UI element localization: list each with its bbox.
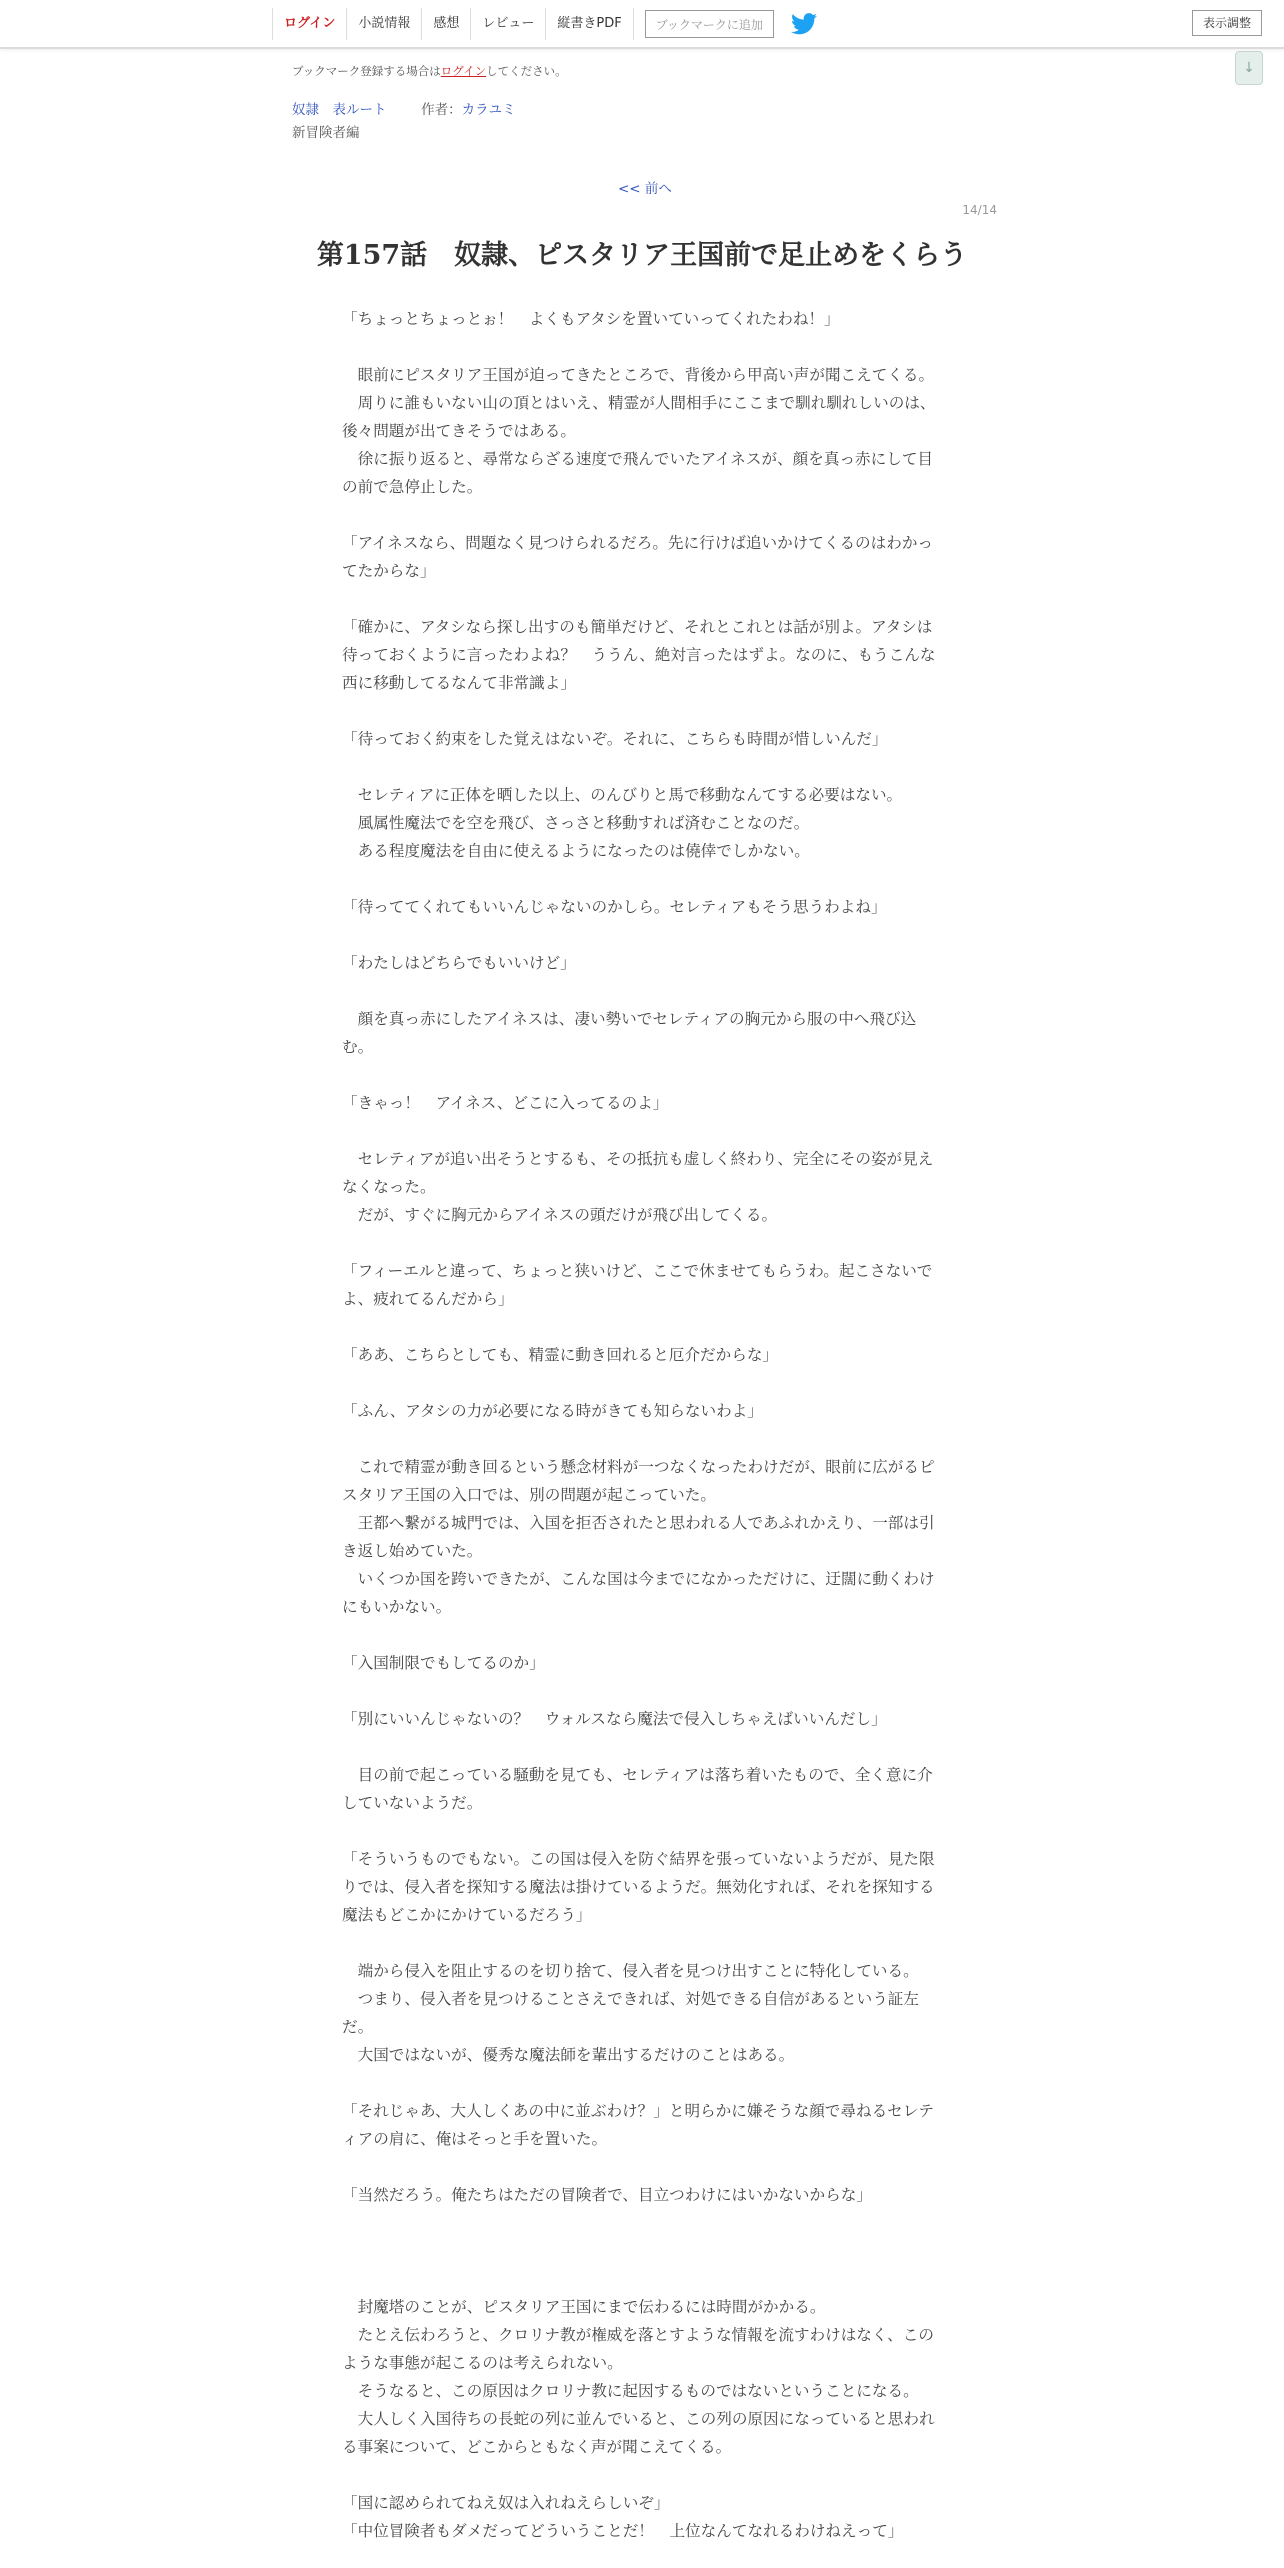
blank-line [342,1369,942,1397]
notice-text-after: してください。 [486,64,567,78]
blank-line [342,753,942,781]
notice-text-before: ブックマーク登録する場合は [292,64,441,78]
nav-login[interactable]: ログイン [273,8,347,40]
author-link[interactable]: カラユミ [461,102,516,118]
blank-line [342,921,942,949]
blank-line [342,2069,942,2097]
body-paragraph: いくつか国を跨いできたが、こんな国は今までになかっただけに、迂闊に動くわけにもいかない。 [342,1570,935,1616]
body-paragraph: 「それじゃあ、大人しくあの中に並ぶわけ？」と明らかに嫌そうな顔で尋ねるセレティアの肩に、俺はそっと手を置いた。 [342,2102,934,2148]
bookmark-login-notice [292,63,567,79]
author-label: 作者： [421,102,462,118]
body-paragraph: 「入国制限でもしてるのか」 [342,1654,545,1672]
body-paragraph: 端から侵入を阻止するのを切り捨て、侵入者を見つけ出すことに特化している。 [342,1962,919,1980]
body-paragraph: 周りに誰もいない山の頂とはいえ、精霊が人間相手にここまで馴れ馴れしいのは、後々問題が出てきそうではある。 [342,394,936,440]
notice-login-link[interactable]: ログイン [440,64,487,78]
blank-line [342,2209,942,2237]
blank-line [342,1817,942,1845]
nav-review[interactable]: レビュー [471,8,546,40]
blank-line [342,977,942,1005]
body-paragraph: セレティアに正体を晒した以上、のんびりと馬で移動なんてする必要はない。 [342,786,903,804]
blank-line [342,1929,942,1957]
body-paragraph: 顔を真っ赤にしたアイネスは、凄い勢いでセレティアの胸元から服の中へ飛び込む。 [342,1010,917,1056]
body-paragraph: つまり、侵入者を見つけることさえできれば、対処できる自信があるという証左だ。 [342,1990,919,2036]
page-count: 14/14 [962,203,997,217]
blank-line [342,697,942,725]
body-paragraph: 「ちょっとちょっとぉ！ よくもアタシを置いていってくれたわね！」 [342,310,840,328]
blank-line [342,1061,942,1089]
body-paragraph: たとえ伝わろうと、クロリナ教が権威を落とすような情報を流すわけはなく、このような事態が起こるのは考えられない。 [342,2326,934,2372]
header-nav [272,8,818,40]
body-paragraph: ある程度魔法を自由に使えるようになったのは僥倖でしかない。 [342,842,810,860]
body-paragraph: 「別にいいんじゃないの？ ウォルスなら魔法で侵入しちゃえばいいんだし」 [342,1710,887,1728]
blank-line [342,2461,942,2489]
blank-line [342,1313,942,1341]
prev-chapter-link[interactable]: << 前へ [618,181,672,197]
chapter-body [342,305,942,2545]
body-paragraph: 王都へ繋がる城門では、入国を拒否されたと思われる人であふれかえり、一部は引き返し始めていた。 [342,1514,935,1560]
blank-line [342,1621,942,1649]
body-paragraph: 「ああ、こちらとしても、精霊に動き回れると厄介だからな」 [342,1346,779,1364]
blank-line [342,1117,942,1145]
nav-novel-info[interactable]: 小説情報 [347,8,422,40]
blank-line [342,2153,942,2181]
body-paragraph: 大人しく入国待ちの長蛇の列に並んでいると、この列の原因になっていると思われる事案について、どこからともなく声が聞こえてくる。 [342,2410,935,2456]
body-paragraph: そうなると、この原因はクロリナ教に起因するものではないということになる。 [342,2382,919,2400]
display-settings-button[interactable]: 表示調整 [1192,10,1262,36]
body-paragraph: これで精霊が動き回るという懸念材料が一つなくなったわけだが、眼前に広がるピスタリア王国の入口では、別の問題が起こっていた。 [342,1458,935,1504]
body-paragraph: 大国ではないが、優秀な魔法師を輩出するだけのことはある。 [342,2046,795,2064]
nav-impressions[interactable]: 感想 [422,8,471,40]
body-paragraph: 「アイネスなら、問題なく見つけられるだろ。先に行けば追いかけてくるのはわかってたからな」 [342,534,934,580]
scroll-down-button[interactable]: ↓ [1235,51,1263,85]
blank-line [342,2265,942,2293]
blank-line [342,333,942,361]
add-bookmark-button[interactable]: ブックマークに追加 [645,10,774,38]
blank-line [342,1677,942,1705]
blank-line [342,865,942,893]
body-paragraph: 風属性魔法でを空を飛び、さっさと移動すれば済むことなのだ。 [342,814,810,832]
body-paragraph: 「きゃっ！ アイネス、どこに入ってるのよ」 [342,1094,669,1112]
body-paragraph: 「中位冒険者もダメだってどういうことだ！ 上位なんてなれるわけねえって」 [342,2522,904,2540]
body-paragraph: 「わたしはどちらでもいいけど」 [342,954,576,972]
series-title-link[interactable]: 奴隷 表ルート [292,102,387,118]
body-paragraph: 「待っててくれてもいいんじゃないのかしら。セレティアもそう思うわよね」 [342,898,887,916]
body-paragraph: 「国に認められてねえ奴は入れねえらしいぞ」 [342,2494,670,2512]
body-paragraph: 「そういうものでもない。この国は侵入を防ぐ結界を張っていないようだが、見た限りでは、侵入者を探知する魔法は掛けているようだ。無効化すれば、それを探知する魔法もどこかにかけているだろう」 [342,1850,935,1924]
top-navigation-bar [0,0,1284,49]
blank-line [342,2237,942,2265]
body-paragraph: 封魔塔のことが、ピスタリア王国にまで伝わるには時間がかかる。 [342,2298,826,2316]
chapter-group-title: 新冒険者編 [292,125,360,141]
blank-line [342,585,942,613]
body-paragraph: 「待っておく約束をした覚えはないぞ。それに、こちらも時間が惜しいんだ」 [342,730,888,748]
twitter-icon[interactable] [790,10,818,38]
body-paragraph: 「フィーエルと違って、ちょっと狭いけど、ここで休ませてもらうわ。起こさないでよ、疲れてるんだから」 [342,1262,933,1308]
series-info [292,98,516,118]
blank-line [342,1733,942,1761]
body-paragraph: 「確かに、アタシなら探し出すのも簡単だけど、それとこれとは話が別よ。アタシは待っておくように言ったわよね？ ううん、絶対言ったはずよ。なのに、もうこんな西に移動してるなんて非常識よ」 [342,618,936,692]
body-paragraph: 眼前にピスタリア王国が迫ってきたところで、背後から甲高い声が聞こえてくる。 [342,366,935,384]
blank-line [342,501,942,529]
blank-line [342,1229,942,1257]
body-paragraph: 徐に振り返ると、尋常ならざる速度で飛んでいたアイネスが、顔を真っ赤にして目の前で急停止した。 [342,450,934,496]
body-paragraph: 「当然だろう。俺たちはただの冒険者で、目立つわけにはいかないからな」 [342,2186,872,2204]
body-paragraph: セレティアが追い出そうとするも、その抵抗も虚しく終わり、完全にその姿が見えなくなった。 [342,1150,934,1196]
body-paragraph: 目の前で起こっている騒動を見ても、セレティアは落ち着いたもので、全く意に介していないようだ。 [342,1766,933,1812]
nav-vertical-pdf[interactable]: 縦書きPDF [546,8,633,40]
chapter-title: 第157話 奴隷、ピスタリア王国前で足止めをくらう [316,240,968,271]
blank-line [342,1425,942,1453]
body-paragraph: 「ふん、アタシの力が必要になる時がきても知らないわよ」 [342,1402,763,1420]
body-paragraph: だが、すぐに胸元からアイネスの頭だけが飛び出してくる。 [342,1206,778,1224]
